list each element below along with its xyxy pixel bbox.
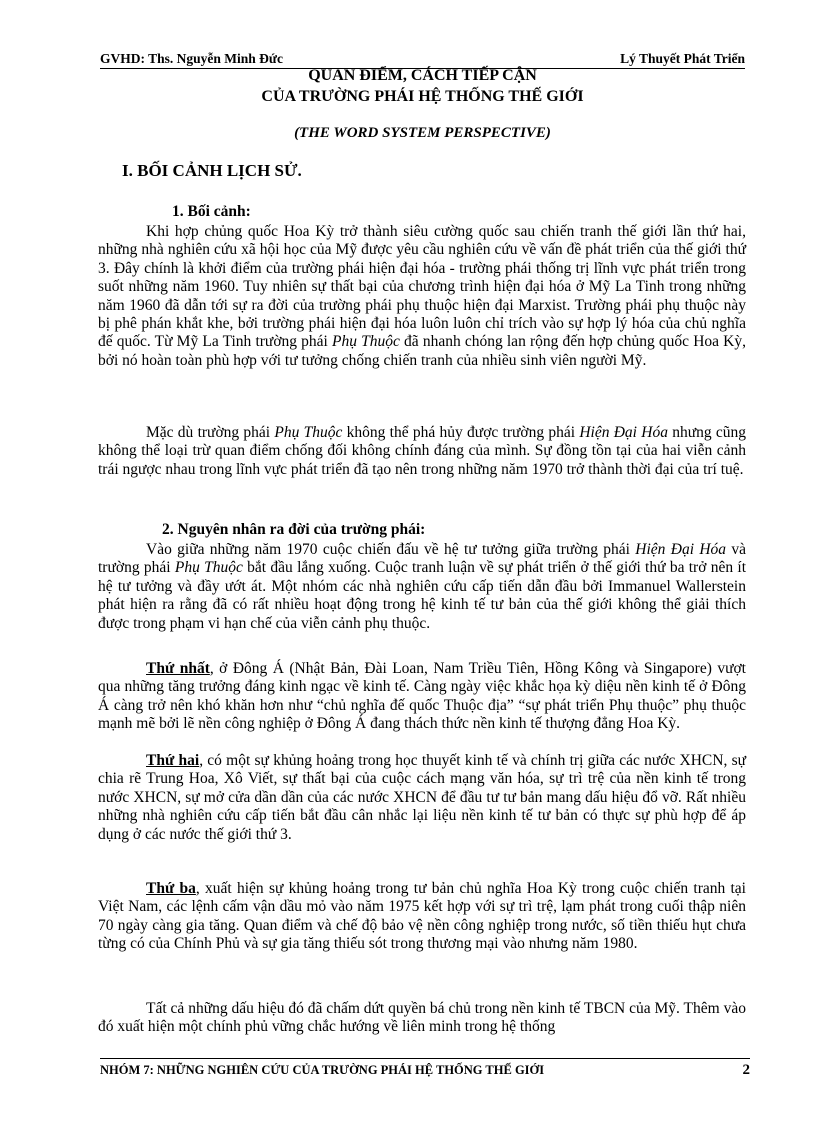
paragraph-context-2: Mặc dù trường phái Phụ Thuộc không thể phá hủy được trường phái Hiện Đại Hóa nhưng cũng không thể loại trừ quan điểm chống đối không chính đáng của mình. Sự đồng tồn tại của hai viễn cảnh trái ngược nhau trong lĩnh vực phát triển đã tạo nên trong những năm 1970 trở thành thời đại của trí tuệ. [98, 424, 747, 478]
label-first: Thứ nhất [146, 660, 210, 677]
subsection-heading-2: 2. Nguyên nhân ra đời của trường phái: [162, 521, 426, 538]
paragraph-context-1: Khi hợp chủng quốc Hoa Kỳ trở thành siêu cường quốc sau chiến tranh thế giới lần thứ hai, những nhà nghiên cứu xã hội học của Mỹ được yêu cầu nghiên cứu về vấn đề phát triển của thế giới thứ 3. Đây chính là khởi điểm của trường phái hiện đại hóa - trường phái thống trị lĩnh vực phát triển trong suốt những năm 1960. Tuy nhiên sự thất bại của chương trình hiện đại hóa ở Mỹ La Tinh trong những năm 1960 đã dẫn tới sự ra đời của trường phái phụ thuộc hiện đại Marxist. Trường phái phụ thuộc này bị phê phán khắt khe, bởi trường phái hiện đại hóa luôn luôn chỉ trích vào sự hợp lý hóa của chủ nghĩa đế quốc. Từ Mỹ La Tinh trường phái Phụ Thuộc đã nhanh chóng lan rộng đến hợp chủng quốc Hoa Kỳ, bởi nó hoàn toàn phù hợp với tư tưởng chống chiến tranh của nhiều sinh viên người Mỹ. [98, 223, 747, 369]
title-line-1: QUAN ĐIỂM, CÁCH TIẾP CẬN [308, 67, 537, 84]
label-second: Thứ hai [146, 752, 200, 769]
page-footer [100, 1058, 750, 1079]
paragraph-third-reason: Thứ ba, xuất hiện sự khủng hoảng trong tư bản chủ nghĩa Hoa Kỳ trong cuộc chiến tranh tại Việt Nam, các lệnh cấm vận dầu mỏ vào năm 1975 kết hợp với sự trì trệ, lạm phát trong cuối thập niên 70 ngày càng gia tăng. Quan điểm và chế độ bảo vệ nền công nghiệp trong nước, số tiền thiếu hụt chưa từng có của Chính Phủ và sự gia tăng thiếu sót trong thương mại vào nhưng năm 1980. [98, 880, 746, 953]
paragraph-conclusion: Tất cả những dấu hiệu đó đã chấm dứt quyền bá chủ trong nền kinh tế TBCN của Mỹ. Thêm vào đó xuất hiện một chính phủ vững chắc hướng về liên minh trong hệ thống [98, 1000, 746, 1036]
subsection-heading-1: 1. Bối cảnh: [172, 203, 251, 220]
label-third: Thứ ba [146, 880, 196, 897]
title-line-2: CỦA TRƯỜNG PHÁI HỆ THỐNG THẾ GIỚI [261, 88, 584, 105]
paragraph-first-reason: Thứ nhất, ở Đông Á (Nhật Bản, Đài Loan, Nam Triều Tiên, Hồng Kông và Singapore) vượt qua những tăng trưởng đáng kinh ngạc về kinh tế. Càng ngày việc khắc họa kỳ diệu nền kinh tế ở Đông Á càng trở nên khó khăn hơn như “chủ nghĩa đế quốc Thuộc địa” “sự phát triển Phụ thuộc” phụ thuộc mạnh mẽ bởi lẽ nền công nghiệp ở Đông Á đang thách thức nền kinh tế thượng đẳng Hoa Kỳ. [98, 660, 746, 733]
paragraph-causes-intro: Vào giữa những năm 1970 cuộc chiến đấu về hệ tư tưởng giữa trường phái Hiện Đại Hóa và trường phái Phụ Thuộc bắt đầu lắng xuống. Cuộc tranh luận về sự phát triển ở thế giới thứ ba trở nên ít hệ tư tưởng và đầy ướt át. Một nhóm các nhà nghiên cứu cấp tiến dẫn đầu bởi Immanuel Wallerstein phát hiện ra rằng đã có rất nhiều hoạt động trong hệ kinh tế tư bản của thế giới không thể giải thích được trong phạm vi hạn chế của viễn cảnh phụ thuộc. [98, 541, 746, 632]
page-number: 2 [742, 1062, 750, 1078]
section-heading-1: I. BỐI CẢNH LỊCH SỬ. [122, 161, 302, 180]
header-instructor: GVHD: Ths. Nguyễn Minh Đức [100, 51, 284, 66]
paragraph-second-reason: Thứ hai, có một sự khủng hoảng trong học thuyết kinh tế và chính trị giữa các nước XHCN, sự chia rẽ Trung Hoa, Xô Viết, sự thất bại của cuộc cách mạng văn hóa, sự trì trệ của nền kinh tế trong nước XHCN, sự mở cửa dần dần của các nước XHCN để đầu tư tư bản mang dấu hiệu đổ vỡ. Rất nhiều những nhà nghiên cứu cấp tiến bắt đầu cân nhắc lại liệu nền kinh tế tư bản có thực sự phù hợp để áp dụng ở các nước thế giới thứ 3. [98, 752, 746, 843]
footer-group-title: NHÓM 7: NHỮNG NGHIÊN CỨU CỦA TRƯỜNG PHÁI HỆ THỐNG THẾ GIỚI [100, 1063, 545, 1077]
header-course: Lý Thuyết Phát Triển [620, 51, 745, 66]
title-english: (THE WORD SYSTEM PERSPECTIVE) [294, 125, 551, 141]
